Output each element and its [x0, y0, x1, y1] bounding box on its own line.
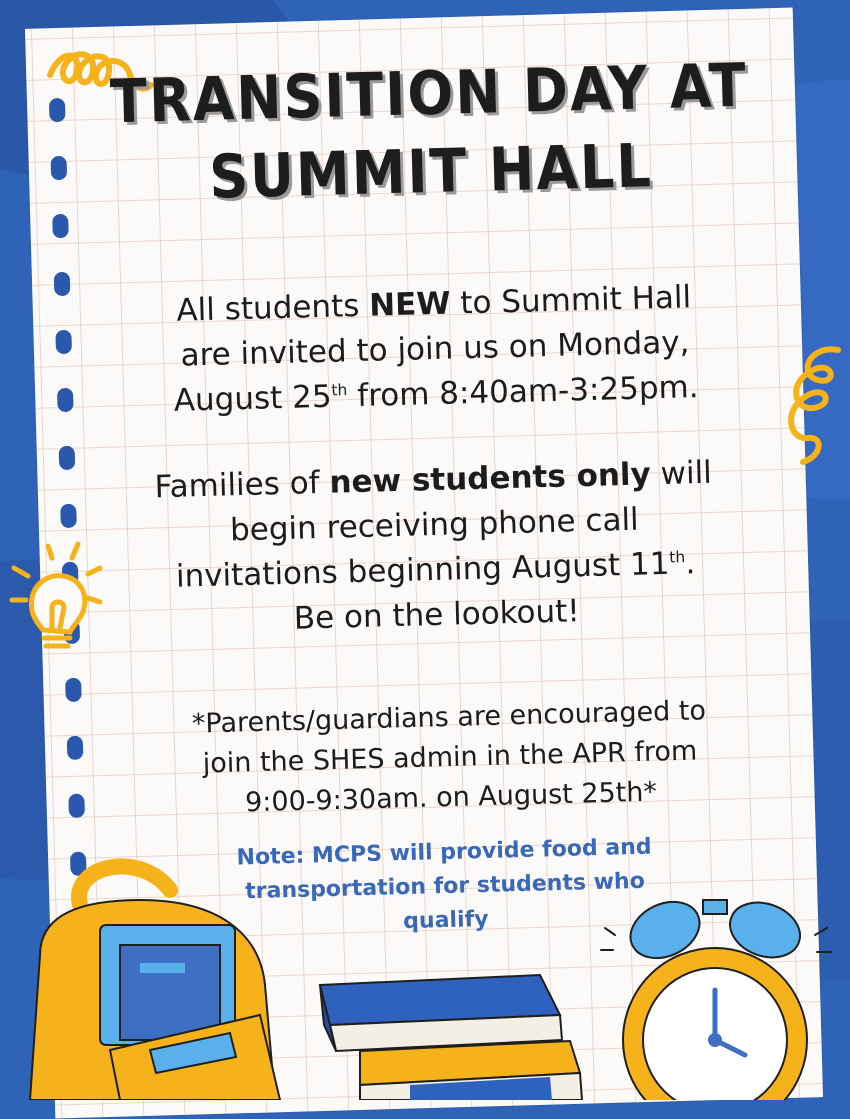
page-title — [108, 47, 752, 220]
families-emphasis: new students only — [328, 456, 652, 501]
invite-line-2: are invited to join us on Monday, — [180, 324, 690, 374]
ordinal-suffix: th — [331, 380, 348, 400]
invite-text: to Summit Hall — [450, 279, 692, 322]
invite-text: from 8:40am-3:25pm. — [346, 369, 699, 415]
spiral-squiggle-icon — [768, 340, 848, 470]
families-line-2: begin receiving phone call — [229, 501, 640, 549]
invite-text: All students — [176, 287, 370, 329]
families-text: invitations beginning August 11 — [175, 545, 670, 595]
parents-line-2: join the SHES admin in the APR from — [202, 735, 698, 780]
note-paragraph — [174, 829, 716, 945]
note-line-3: qualify — [402, 906, 489, 935]
parents-line-3: 9:00-9:30am. on August 25th* — [244, 776, 658, 819]
books-icon — [300, 955, 590, 1100]
invite-paragraph — [93, 273, 776, 426]
note-line-2: transportation for students who — [244, 868, 646, 905]
parents-paragraph — [119, 689, 782, 826]
families-line-4: Be on the lookout! — [293, 593, 581, 637]
invite-text: August 25 — [173, 378, 333, 419]
families-paragraph — [93, 449, 777, 647]
invite-emphasis: NEW — [368, 285, 451, 324]
families-text: Families of — [154, 464, 330, 506]
lightbulb-icon — [8, 538, 108, 656]
families-text: . — [684, 545, 696, 582]
parents-line-1: *Parents/guardians are encouraged to — [191, 695, 707, 740]
ordinal-suffix: th — [669, 548, 686, 567]
title-line-1: TRANSITION DAY AT — [109, 50, 749, 138]
families-text: will — [650, 454, 713, 493]
note-line-1: Note: MCPS will provide food and — [236, 834, 652, 871]
title-line-2: SUMMIT HALL — [208, 131, 654, 213]
